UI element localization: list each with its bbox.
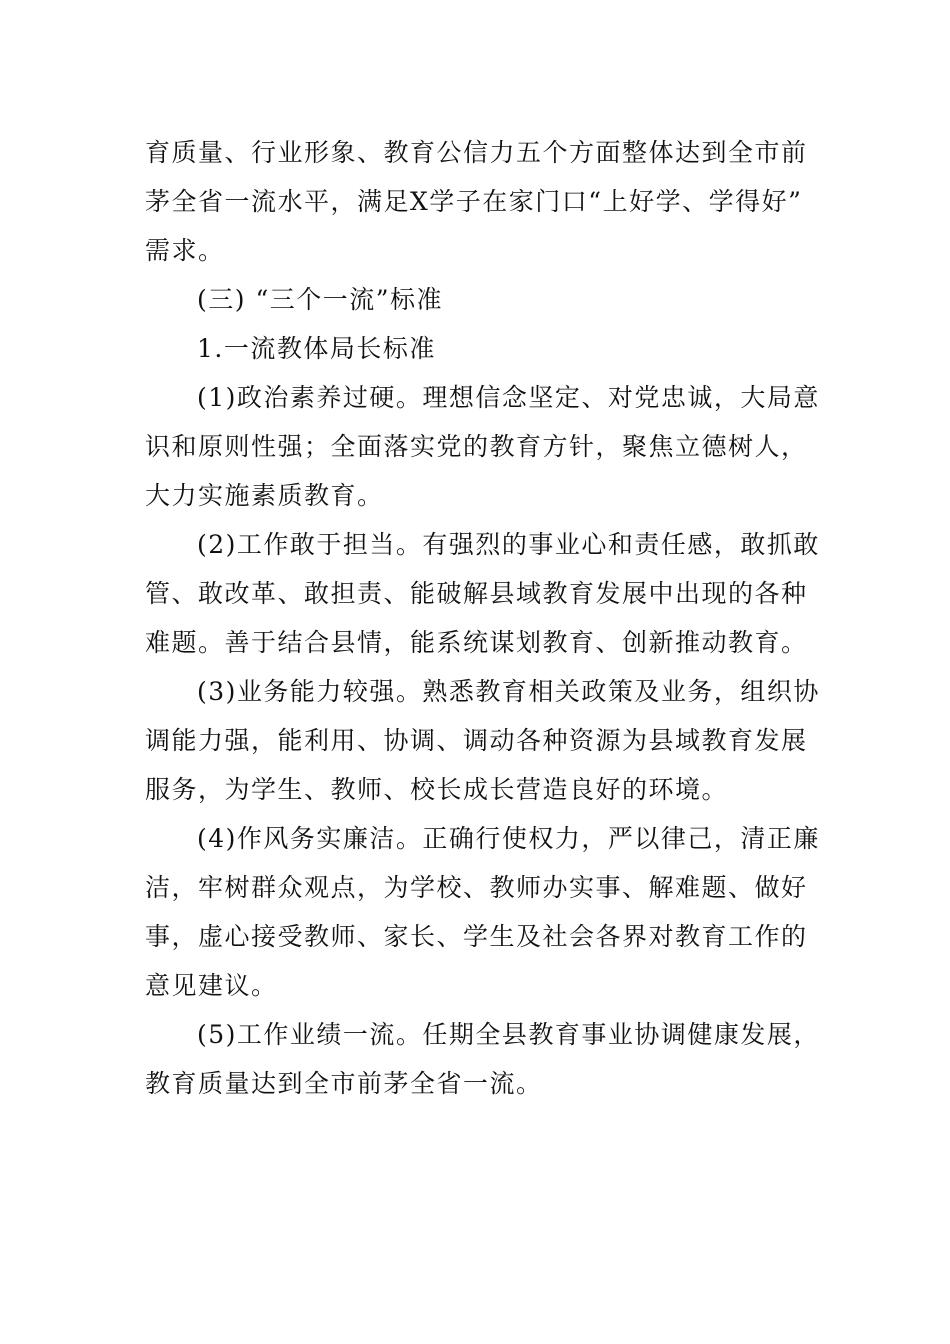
body-text <box>145 128 820 1108</box>
text-line: 服务，为学生、教师、校长成长营造良好的环境。 <box>145 775 729 804</box>
text-line: 识和原则性强；全面落实党的教育方针，聚焦立德树人， <box>145 432 808 461</box>
text-line: (4)作风务实廉洁。正确行使权力，严以律己，清正廉 <box>197 824 820 853</box>
text-line: (1)政治素养过硬。理想信念坚定、对党忠诚，大局意 <box>197 383 820 412</box>
text-line: 意见建议。 <box>145 971 278 1000</box>
text-line: 教育质量达到全市前茅全省一流。 <box>145 1069 543 1098</box>
subsection-heading: 1.一流教体局长标准 <box>197 334 436 363</box>
text-line: 管、敢改革、敢担责、能破解县域教育发展中出现的各种 <box>145 579 808 608</box>
text-line: (3)业务能力较强。熟悉教育相关政策及业务，组织协 <box>197 677 820 706</box>
text-line: 育质量、行业形象、教育公信力五个方面整体达到全市前 <box>145 138 808 167</box>
text-line: 大力实施素质教育。 <box>145 481 384 510</box>
text-line: 事，虚心接受教师、家长、学生及社会各界对教育工作的 <box>145 922 808 951</box>
text-line: 茅全省一流水平，满足X学子在家门口“上好学、学得好” <box>145 187 803 216</box>
text-line: (5)工作业绩一流。任期全县教育事业协调健康发展， <box>197 1020 820 1049</box>
text-line: 需求。 <box>145 236 225 265</box>
text-line: 调能力强，能利用、协调、调动各种资源为县域教育发展 <box>145 726 808 755</box>
section-heading: (三) “三个一流”标准 <box>197 285 444 314</box>
text-line: (2)工作敢于担当。有强烈的事业心和责任感，敢抓敢 <box>197 530 820 559</box>
text-line: 难题。善于结合县情，能系统谋划教育、创新推动教育。 <box>145 628 808 657</box>
text-line: 洁，牢树群众观点，为学校、教师办实事、解难题、做好 <box>145 873 808 902</box>
